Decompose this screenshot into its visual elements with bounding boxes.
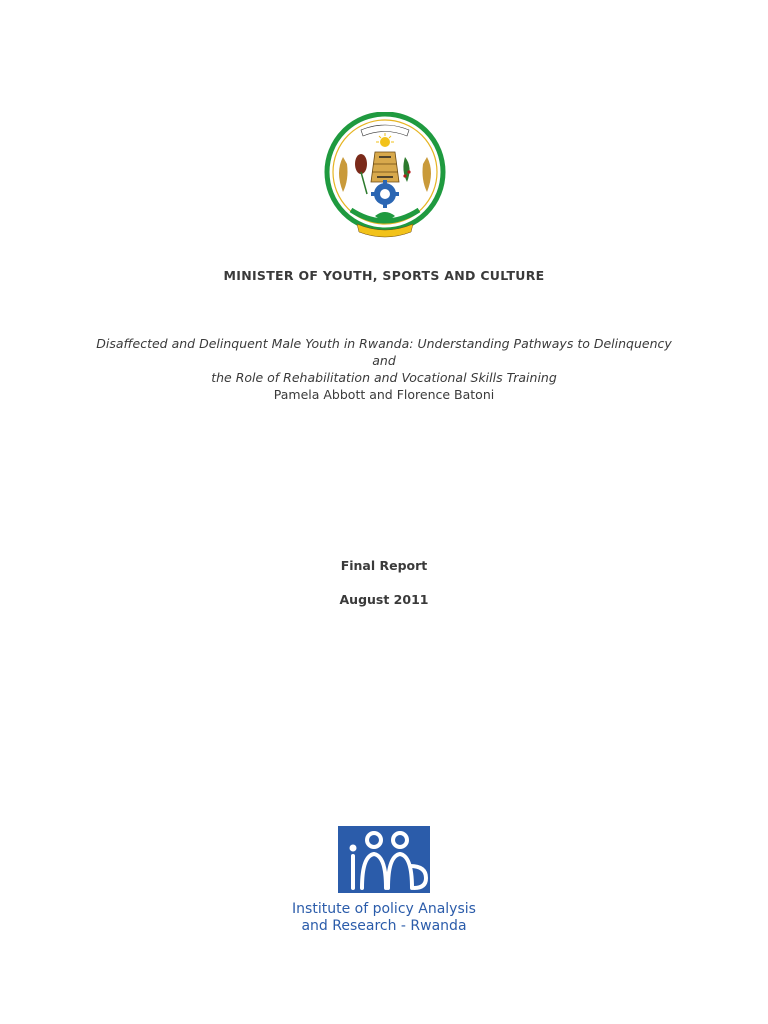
institute-name xyxy=(0,901,768,935)
institute-name-line-1: Institute of policy Analysis xyxy=(292,901,476,917)
authors: Pamela Abbott and Florence Batoni xyxy=(273,387,495,402)
rwanda-coat-of-arms-icon xyxy=(321,112,449,242)
ipar-people-logo-icon xyxy=(338,826,430,893)
report-title xyxy=(90,335,678,386)
report-title-line-1: Disaffected and Delinquent Male Youth in Rwanda: Understanding Pathways to Delinquency and xyxy=(96,336,672,368)
ministry-name: MINISTER OF YOUTH, SPORTS AND CULTURE xyxy=(223,268,545,283)
report-type: Final Report xyxy=(340,558,428,573)
report-date: August 2011 xyxy=(339,592,429,607)
institute-name-line-2: and Research - Rwanda xyxy=(301,918,467,934)
report-title-line-2: the Role of Rehabilitation and Vocational Skills Training xyxy=(211,370,557,385)
